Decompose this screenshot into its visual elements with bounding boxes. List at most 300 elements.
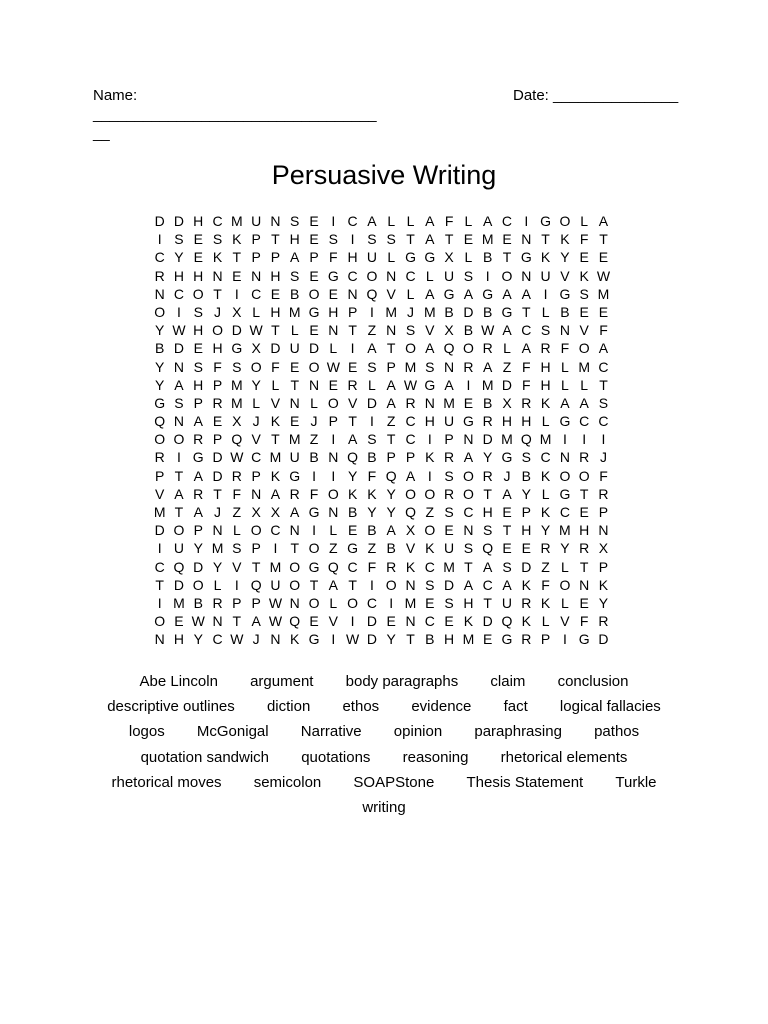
grid-letter: I	[234, 576, 239, 593]
grid-letter: A	[598, 340, 609, 357]
grid-letter: Q	[482, 540, 494, 557]
grid-letter: I	[427, 431, 432, 448]
grid-letter: T	[579, 558, 589, 575]
grid-letter: J	[252, 631, 260, 648]
grid-letter: E	[328, 376, 338, 393]
grid-letter: C	[347, 558, 358, 575]
grid-row	[150, 376, 620, 394]
grid-letter: L	[560, 558, 569, 575]
grid-letter: Z	[329, 540, 338, 557]
grid-letter: Y	[521, 485, 531, 502]
grid-letter: K	[521, 613, 531, 630]
grid-letter: O	[366, 267, 378, 284]
grid-letter: H	[289, 231, 300, 248]
grid-letter: D	[501, 376, 513, 393]
grid-letter: A	[367, 213, 377, 229]
grid-letter: G	[501, 631, 513, 648]
grid-letter: V	[232, 558, 242, 575]
grid-letter: P	[598, 504, 609, 520]
grid-letter: N	[521, 267, 532, 284]
grid-letter: A	[502, 576, 512, 593]
grid-letter: L	[560, 376, 569, 393]
grid-letter: H	[193, 267, 204, 284]
grid-letter: R	[540, 340, 551, 357]
grid-row	[150, 267, 620, 285]
grid-letter: E	[579, 303, 589, 320]
grid-letter: A	[174, 376, 184, 393]
grid-letter: T	[464, 558, 473, 575]
grid-letter: V	[386, 285, 396, 302]
grid-letter: O	[308, 285, 320, 302]
grid-letter: K	[540, 394, 551, 411]
grid-letter: G	[443, 285, 455, 302]
grid-letter: S	[483, 522, 493, 539]
grid-letter: I	[466, 376, 471, 393]
grid-letter: A	[386, 522, 396, 539]
grid-letter: T	[386, 340, 396, 357]
grid-letter: R	[386, 558, 397, 575]
grid-letter: G	[482, 285, 494, 302]
grid-letter: G	[231, 340, 243, 357]
grid-letter: N	[289, 394, 300, 411]
grid-letter: A	[367, 340, 377, 357]
grid-letter: G	[154, 394, 166, 411]
grid-letter: W	[268, 613, 283, 630]
grid-letter: N	[270, 631, 281, 648]
grid-letter: G	[501, 449, 513, 466]
grid-row	[150, 303, 620, 321]
grid-letter: I	[331, 467, 336, 484]
grid-letter: D	[154, 522, 165, 539]
grid-letter: S	[367, 431, 377, 448]
grid-letter: R	[579, 449, 590, 466]
grid-letter: C	[154, 249, 165, 266]
word-bank-item: descriptive outlines	[107, 698, 235, 716]
grid-letter: F	[367, 467, 377, 484]
grid-row	[150, 212, 620, 230]
grid-letter: C	[347, 267, 358, 284]
grid-letter: D	[231, 322, 242, 339]
grid-letter: Q	[347, 449, 359, 466]
grid-letter: S	[444, 467, 454, 484]
grid-letter: O	[250, 522, 262, 539]
grid-letter: W	[172, 322, 186, 339]
grid-letter: E	[579, 249, 589, 266]
grid-letter: T	[502, 522, 512, 539]
grid-letter: O	[327, 394, 339, 411]
grid-letter: T	[271, 322, 280, 339]
grid-letter: U	[501, 594, 513, 611]
grid-letter: P	[309, 249, 319, 266]
grid-letter: O	[192, 285, 204, 302]
grid-letter: I	[331, 431, 336, 448]
grid-letter: P	[598, 558, 609, 575]
grid-letter: R	[521, 394, 532, 411]
grid-letter: J	[407, 303, 414, 320]
grid-letter: V	[251, 431, 261, 448]
grid-letter: S	[367, 358, 377, 375]
word-bank-item: rhetorical moves	[111, 773, 222, 791]
grid-letter: C	[405, 413, 416, 430]
grid-letter: O	[212, 322, 223, 339]
grid-letter: V	[560, 267, 570, 284]
grid-letter: Z	[367, 322, 377, 339]
grid-letter: R	[193, 485, 204, 502]
grid-letter: H	[444, 631, 455, 648]
grid-letter: L	[232, 522, 241, 539]
grid-letter: Q	[405, 504, 416, 520]
grid-letter: U	[540, 267, 551, 284]
grid-letter: M	[385, 303, 398, 320]
grid-letter: B	[367, 522, 377, 539]
word-bank-item: Turkle	[615, 773, 657, 791]
grid-letter: A	[598, 213, 609, 229]
grid-letter: A	[251, 613, 261, 630]
word-bank-item: argument	[250, 673, 314, 690]
grid-letter: C	[424, 558, 435, 575]
word-bank-item: pathos	[594, 723, 640, 741]
grid-letter: N	[154, 631, 165, 648]
grid-row	[150, 630, 620, 648]
grid-letter: S	[290, 213, 300, 229]
grid-letter: I	[350, 340, 355, 357]
grid-letter: U	[289, 340, 300, 357]
grid-letter: F	[522, 376, 531, 393]
grid-letter: Y	[174, 249, 184, 266]
grid-letter: M	[501, 431, 513, 448]
grid-letter: E	[502, 504, 512, 520]
grid-letter: D	[482, 431, 493, 448]
grid-letter: O	[462, 485, 474, 502]
grid-letter: D	[308, 340, 320, 357]
grid-letter: T	[541, 231, 550, 248]
grid-letter: O	[154, 303, 166, 320]
grid-letter: H	[540, 358, 551, 375]
grid-letter: A	[193, 413, 203, 430]
grid-letter: P	[347, 303, 358, 320]
grid-letter: X	[232, 303, 242, 320]
grid-letter: T	[232, 613, 242, 630]
grid-letter: T	[406, 631, 415, 648]
grid-letter: K	[540, 249, 551, 266]
grid-letter: N	[463, 431, 474, 448]
grid-letter: G	[424, 249, 436, 266]
grid-letter: S	[405, 322, 416, 339]
grid-letter: T	[599, 376, 608, 393]
word-bank-item: opinion	[393, 723, 443, 741]
grid-letter: D	[521, 558, 532, 575]
grid-letter: J	[214, 504, 222, 520]
grid-letter: D	[444, 576, 455, 593]
grid-letter: T	[348, 322, 357, 339]
grid-letter: H	[270, 303, 281, 320]
grid-letter: N	[405, 613, 416, 630]
word-bank-item: body paragraphs	[345, 673, 459, 690]
grid-letter: S	[579, 285, 589, 302]
grid-letter: C	[366, 594, 377, 611]
grid-letter: C	[424, 613, 435, 630]
grid-letter: F	[560, 340, 570, 357]
grid-letter: N	[328, 322, 339, 339]
grid-letter: I	[524, 213, 529, 229]
grid-letter: I	[485, 267, 490, 284]
grid-letter: K	[579, 267, 589, 284]
grid-letter: B	[483, 303, 493, 320]
grid-letter: N	[347, 285, 358, 302]
grid-letter: T	[155, 576, 164, 593]
grid-letter: I	[350, 613, 355, 630]
grid-letter: I	[234, 285, 239, 302]
grid-letter: S	[444, 504, 454, 520]
grid-row	[150, 394, 620, 412]
grid-letter: H	[501, 413, 513, 430]
grid-letter: B	[386, 540, 396, 557]
grid-letter: O	[308, 594, 320, 611]
grid-letter: V	[154, 485, 165, 502]
grid-letter: O	[578, 340, 590, 357]
grid-letter: P	[386, 358, 396, 375]
grid-letter: D	[193, 558, 204, 575]
grid-letter: M	[288, 431, 301, 448]
grid-letter: O	[501, 267, 513, 284]
grid-letter: A	[560, 394, 570, 411]
grid-letter: F	[522, 358, 531, 375]
grid-letter: A	[483, 358, 493, 375]
grid-letter: T	[232, 249, 242, 266]
grid-letter: X	[598, 540, 609, 557]
grid-letter: P	[521, 504, 531, 520]
grid-letter: Z	[386, 413, 396, 430]
grid-letter: R	[463, 358, 474, 375]
grid-letter: B	[444, 303, 454, 320]
grid-letter: L	[252, 394, 261, 411]
grid-letter: P	[251, 540, 261, 557]
grid-letter: U	[173, 540, 184, 557]
grid-letter: K	[232, 231, 242, 248]
grid-letter: E	[502, 231, 512, 248]
grid-letter: I	[312, 522, 316, 539]
grid-letter: T	[290, 376, 299, 393]
grid-letter: L	[271, 376, 280, 393]
grid-letter: M	[462, 631, 475, 648]
grid-letter: S	[425, 358, 435, 375]
grid-letter: W	[268, 594, 283, 611]
grid-letter: O	[308, 540, 320, 557]
grid-letter: D	[173, 576, 184, 593]
grid-letter: H	[193, 322, 204, 339]
grid-letter: R	[579, 540, 590, 557]
grid-letter: M	[269, 449, 282, 466]
grid-letter: C	[463, 504, 474, 520]
grid-letter: C	[482, 576, 493, 593]
grid-letter: C	[598, 413, 609, 430]
grid-letter: H	[347, 249, 358, 266]
grid-row	[150, 521, 620, 539]
grid-letter: N	[559, 322, 570, 339]
grid-letter: L	[425, 267, 434, 284]
grid-letter: A	[328, 576, 338, 593]
grid-letter: E	[579, 594, 589, 611]
grid-letter: X	[251, 340, 261, 357]
grid-letter: T	[579, 485, 589, 502]
grid-letter: Y	[560, 540, 570, 557]
grid-letter: B	[309, 449, 319, 466]
grid-letter: N	[173, 413, 184, 430]
grid-letter: I	[389, 594, 394, 611]
grid-letter: M	[404, 594, 417, 611]
grid-letter: V	[270, 394, 281, 411]
grid-letter: E	[521, 540, 531, 557]
grid-letter: M	[423, 303, 436, 320]
grid-letter: S	[193, 358, 203, 375]
grid-row	[150, 285, 620, 303]
grid-letter: A	[463, 576, 474, 593]
grid-letter: E	[309, 213, 319, 229]
grid-letter: G	[559, 485, 571, 502]
grid-letter: O	[385, 576, 397, 593]
grid-letter: A	[463, 449, 474, 466]
grid-letter: C	[405, 267, 416, 284]
grid-letter: L	[368, 376, 376, 393]
grid-letter: R	[540, 540, 551, 557]
grid-letter: E	[328, 285, 338, 302]
grid-row	[150, 412, 620, 430]
grid-letter: Q	[289, 613, 301, 630]
grid-letter: L	[213, 576, 222, 593]
grid-letter: E	[309, 267, 319, 284]
grid-letter: B	[154, 340, 165, 357]
grid-letter: S	[232, 358, 242, 375]
grid-letter: T	[174, 467, 184, 484]
grid-letter: B	[483, 249, 493, 266]
grid-letter: Q	[501, 613, 513, 630]
grid-letter: S	[174, 394, 184, 411]
grid-letter: S	[598, 394, 609, 411]
grid-letter: I	[312, 467, 316, 484]
grid-letter: R	[482, 467, 493, 484]
word-bank-item: conclusion	[557, 673, 629, 690]
grid-letter: N	[154, 285, 165, 302]
grid-letter: G	[559, 413, 571, 430]
grid-letter: X	[405, 522, 416, 539]
grid-letter: T	[386, 431, 396, 448]
grid-letter: B	[193, 594, 203, 611]
grid-letter: N	[251, 485, 262, 502]
grid-letter: W	[481, 322, 495, 339]
grid-letter: N	[173, 358, 184, 375]
grid-letter: I	[369, 576, 374, 593]
grid-letter: L	[329, 340, 338, 357]
grid-letter: W	[346, 631, 360, 648]
grid-letter: E	[463, 231, 474, 248]
grid-letter: C	[212, 213, 223, 229]
grid-letter: S	[193, 303, 203, 320]
grid-letter: V	[328, 613, 338, 630]
grid-letter: H	[521, 413, 532, 430]
grid-letter: Y	[154, 358, 165, 375]
grid-letter: D	[482, 613, 493, 630]
grid-letter: R	[598, 613, 609, 630]
grid-letter: E	[483, 631, 493, 648]
grid-letter: E	[309, 322, 319, 339]
grid-letter: H	[173, 631, 184, 648]
grid-letter: J	[214, 303, 222, 320]
grid-letter: H	[193, 376, 204, 393]
grid-letter: M	[597, 285, 610, 302]
grid-letter: R	[444, 485, 455, 502]
grid-letter: T	[271, 231, 280, 248]
grid-letter: W	[191, 613, 205, 630]
grid-row	[150, 358, 620, 376]
grid-letter: E	[193, 340, 203, 357]
grid-letter: E	[425, 594, 435, 611]
grid-letter: R	[212, 594, 223, 611]
grid-letter: R	[154, 449, 165, 466]
grid-row	[150, 576, 620, 594]
grid-letter: L	[387, 213, 396, 229]
word-bank-item: Abe Lincoln	[139, 673, 218, 690]
grid-letter: H	[463, 594, 474, 611]
grid-letter: X	[502, 394, 512, 411]
grid-letter: B	[367, 449, 377, 466]
grid-letter: Z	[367, 540, 377, 557]
grid-letter: E	[290, 413, 300, 430]
grid-letter: T	[599, 231, 608, 248]
grid-letter: A	[425, 340, 435, 357]
grid-letter: M	[404, 358, 417, 375]
grid-letter: P	[251, 249, 261, 266]
grid-letter: L	[541, 485, 550, 502]
grid-letter: R	[521, 631, 532, 648]
grid-letter: P	[212, 376, 223, 393]
grid-letter: N	[521, 231, 532, 248]
grid-letter: T	[174, 504, 184, 520]
grid-letter: E	[386, 613, 396, 630]
grid-letter: M	[153, 504, 166, 520]
grid-letter: S	[444, 594, 454, 611]
grid-letter: L	[503, 340, 511, 357]
grid-letter: W	[230, 449, 244, 466]
grid-letter: S	[232, 540, 242, 557]
grid-letter: P	[444, 431, 454, 448]
grid-letter: W	[326, 358, 340, 375]
grid-letter: F	[309, 485, 319, 502]
grid-letter: A	[502, 285, 512, 302]
grid-letter: J	[599, 449, 607, 466]
grid-row	[150, 321, 620, 339]
word-search-grid	[150, 212, 620, 649]
grid-letter: I	[331, 631, 336, 648]
grid-letter: L	[290, 322, 299, 339]
grid-letter: H	[270, 267, 281, 284]
grid-letter: V	[347, 394, 358, 411]
grid-letter: M	[288, 303, 301, 320]
grid-letter: E	[347, 358, 358, 375]
grid-letter: K	[367, 485, 377, 502]
grid-letter: O	[289, 576, 301, 593]
word-bank	[90, 669, 678, 820]
grid-letter: C	[559, 504, 570, 520]
grid-letter: D	[366, 631, 377, 648]
grid-letter: E	[598, 303, 609, 320]
grid-letter: Y	[386, 504, 396, 520]
grid-letter: B	[560, 303, 570, 320]
grid-letter: C	[270, 522, 281, 539]
grid-letter: M	[269, 558, 282, 575]
grid-letter: P	[270, 249, 281, 266]
grid-letter: Y	[154, 376, 165, 393]
grid-letter: X	[444, 322, 454, 339]
